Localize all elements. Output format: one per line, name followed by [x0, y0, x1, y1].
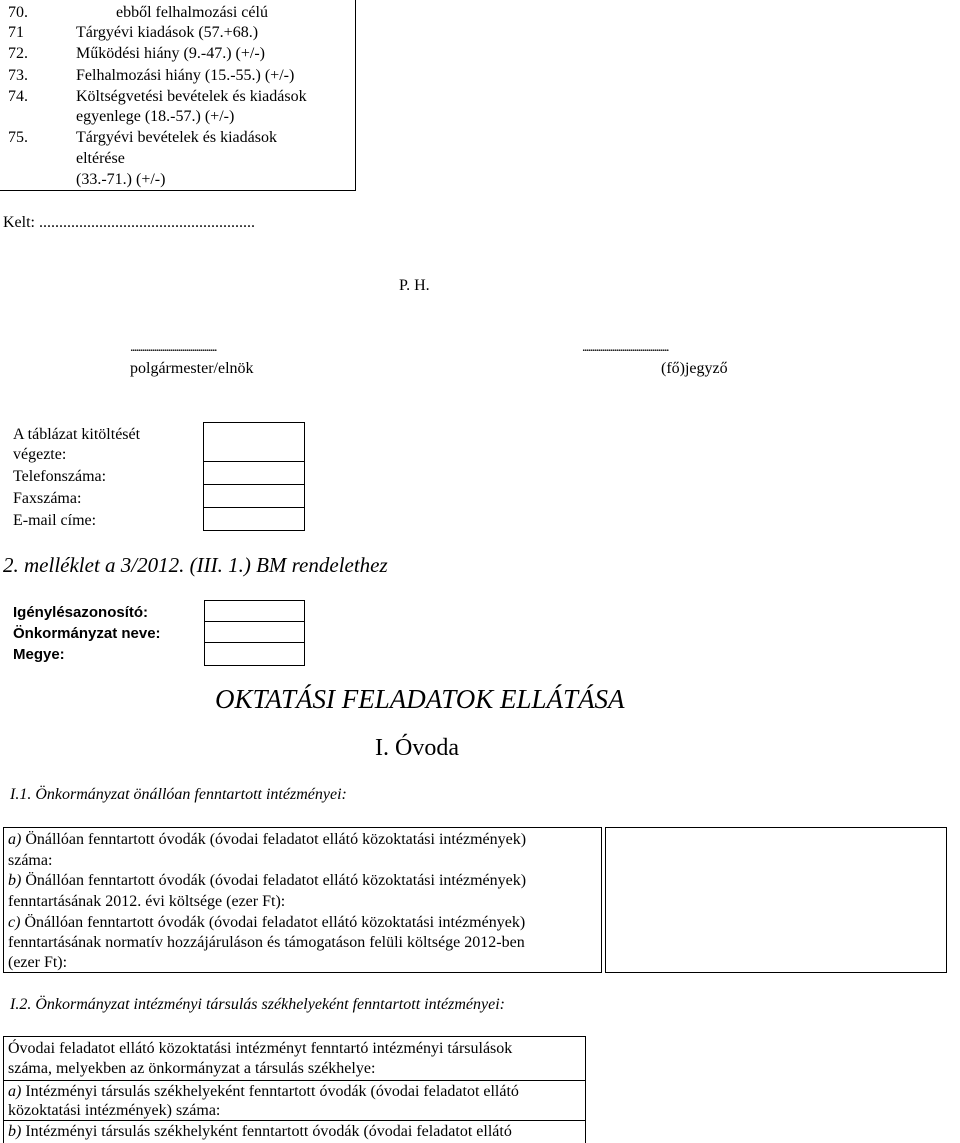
- own-institutions-values[interactable]: [605, 827, 947, 973]
- item-c-line: (ezer Ft):: [8, 954, 68, 971]
- filler-name-field[interactable]: [203, 422, 305, 462]
- municipality-name-label: Önkormányzat neve:: [13, 625, 161, 642]
- association-a-line: közoktatási intézmények) száma:: [8, 1102, 221, 1119]
- association-a-line: a) Intézményi társulás székhelyeként fenntartott óvodák (óvodai feladatot ellátó: [8, 1083, 519, 1100]
- table-row: egyenlege (18.-57.) (+/-): [76, 108, 235, 125]
- filler-label-cont: végezte:: [13, 446, 67, 463]
- phone-field[interactable]: [203, 461, 305, 485]
- notary-label: (fő)jegyző: [661, 360, 728, 377]
- phone-label: Telefonszáma:: [13, 468, 107, 485]
- request-id-label: Igénylésazonosító:: [13, 604, 149, 621]
- main-title: OKTATÁSI FELADATOK ELLÁTÁSA: [215, 684, 625, 714]
- mayor-label: polgármester/elnök: [130, 360, 254, 377]
- table-row: 70. ebből felhalmozási célú: [8, 4, 268, 21]
- item-b-line: fenntartásának 2012. évi költsége (ezer Ft):: [8, 893, 286, 910]
- stamp-placeholder: P. H.: [399, 277, 430, 294]
- municipality-name-field[interactable]: [204, 621, 305, 643]
- association-intro-line: Óvodai feladatot ellátó közoktatási intézményt fenntartó intézményi társulások: [8, 1040, 513, 1057]
- top-table: [0, 0, 356, 191]
- fax-label: Faxszáma:: [13, 490, 82, 507]
- subsection-heading: I.2. Önkormányzat intézményi társulás székhelyeként fenntartott intézményei:: [10, 996, 505, 1013]
- filler-label: A táblázat kitöltését: [13, 426, 141, 443]
- mayor-signature-line: ...........................................: [130, 340, 216, 355]
- date-line: Kelt: ......................................................: [3, 214, 255, 231]
- email-label: E-mail címe:: [13, 512, 97, 529]
- item-c-line: fenntartásának normatív hozzájáruláson és támogatáson felüli költsége 2012-ben: [8, 934, 525, 951]
- item-a-line: száma:: [8, 852, 53, 869]
- table-row: 71 Tárgyévi kiadások (57.+68.): [8, 24, 259, 41]
- association-intro-line: száma, melyekben az önkormányzat a társulás székhelye:: [8, 1060, 376, 1077]
- table-row: 74. Költségvetési bevételek és kiadások: [8, 88, 307, 105]
- table-row: 72. Működési hiány (9.-47.) (+/-): [8, 45, 265, 62]
- item-b-line: b) Önállóan fenntartott óvodák (óvodai feladatot ellátó közoktatási intézmények): [8, 872, 527, 889]
- table-row: eltérése: [76, 150, 125, 167]
- table-row: 73. Felhalmozási hiány (15.-55.) (+/-): [8, 67, 295, 84]
- county-field[interactable]: [204, 642, 305, 666]
- item-c-line: c) Önállóan fenntartott óvodák (óvodai feladatot ellátó közoktatási intézmények): [8, 914, 526, 931]
- table-row: (33.-71.) (+/-): [76, 171, 166, 188]
- county-label: Megye:: [13, 646, 65, 663]
- association-b-line: b) Intézményi társulás székhelyként fenntartott óvodák (óvodai feladatot ellátó: [8, 1123, 512, 1140]
- section-title: I. Óvoda: [375, 735, 459, 761]
- item-a-line: a) Önállóan fenntartott óvodák (óvodai feladatot ellátó közoktatási intézmények): [8, 831, 527, 848]
- top-table-empty-area: [355, 0, 960, 190]
- fax-field[interactable]: [203, 484, 305, 508]
- annex-title: 2. melléklet a 3/2012. (III. 1.) BM rendelethez: [3, 553, 388, 577]
- table-row: 75. Tárgyévi bevételek és kiadások: [8, 129, 277, 146]
- email-field[interactable]: [203, 507, 305, 531]
- subsection-heading: I.1. Önkormányzat önállóan fenntartott intézményei:: [10, 786, 347, 803]
- notary-signature-line: ...........................................: [582, 340, 668, 355]
- request-id-field[interactable]: [204, 600, 305, 622]
